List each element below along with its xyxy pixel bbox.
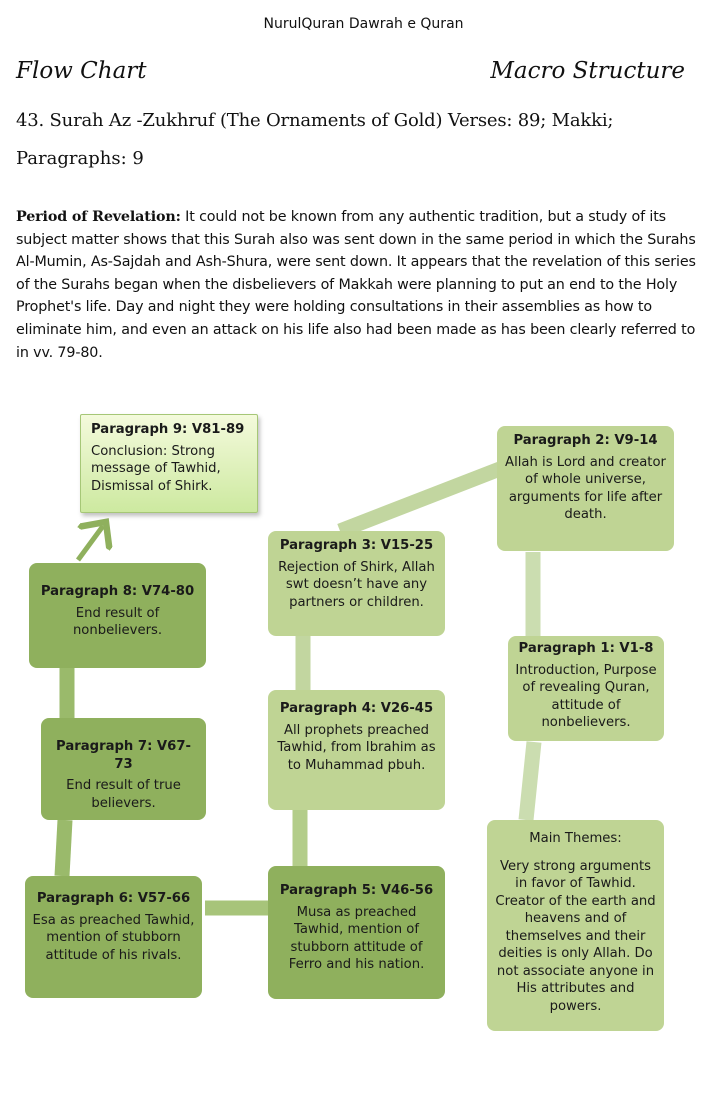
- paragraph-3-text: Rejection of Shirk, Allah swt doesn’t have any partners or children.: [278, 559, 435, 610]
- paragraph-1-text: Introduction, Purpose of revealing Quran, attitude of nonbelievers.: [515, 662, 657, 730]
- connector-p6-p7: [62, 820, 65, 876]
- paragraph-8-box: [29, 563, 206, 668]
- main-themes-text: Very strong arguments in favor of Tawhid. Creator of the earth and heavens and of themselves and their deities is only Allah. Do not associate anyone in His attributes and powers.: [495, 858, 656, 1014]
- paragraph-5-text: Musa as preached Tawhid, mention of stubborn attitude of Ferro and his nation.: [288, 904, 425, 972]
- surah-title: 43. Surah Az -Zukhruf (The Ornaments of Gold) Verses: 89; Makki;: [16, 110, 614, 131]
- flow-chart-heading: Flow Chart: [16, 58, 147, 84]
- paragraph-1-box: [508, 636, 664, 741]
- main-themes-box: [487, 820, 664, 1031]
- paragraph-3-box: [268, 531, 445, 636]
- paragraph-5-box: [268, 866, 445, 999]
- page-header: NurulQuran Dawrah e Quran: [263, 16, 464, 32]
- paragraph-2-box: [497, 426, 674, 551]
- macro-structure-heading: Macro Structure: [490, 58, 685, 84]
- paragraph-8-text: End result of nonbelievers.: [72, 605, 163, 638]
- paragraph-9-title: Paragraph 9: V81-89: [91, 422, 245, 437]
- paragraph-4-title: Paragraph 4: V26-45: [279, 701, 434, 716]
- paragraph-6-text: Esa as preached Tawhid, mention of stubborn attitude of his rivals.: [32, 912, 195, 963]
- paragraph-7-text: End result of true believers.: [66, 778, 181, 811]
- paragraph-9-text: Conclusion: Strong message of Tawhid, Dismissal of Shirk.: [91, 443, 221, 494]
- paragraph-7-title: Paragraph 7: V67-73: [56, 739, 191, 772]
- paragraph-4-text: All prophets preached Tawhid, from Ibrahim as to Muhammad pbuh.: [277, 722, 436, 773]
- paragraph-2-text: Allah is Lord and creator of whole universe, arguments for life after death.: [505, 454, 666, 522]
- paragraph-1-title: Paragraph 1: V1-8: [518, 641, 654, 656]
- paragraph-3-title: Paragraph 3: V15-25: [279, 538, 434, 553]
- paragraph-5-title: Paragraph 5: V46-56: [279, 883, 434, 898]
- arrow-p8-p9: [78, 526, 103, 560]
- revelation-label: Period of Revelation:: [16, 209, 181, 225]
- main-themes-title: Main Themes:: [529, 831, 622, 846]
- revelation-body: It could not be known from any authentic tradition, but a study of its subject matter shows that this Surah also was sent down in the same period in which the Surahs Al-Mumin, As-Sajdah and Ash-Shura, were sent down. It appears that the revelation of this series of the Surahs began when the disbelievers of Makkah were planning to put an end to the Holy Prophet's life. Day and night they were holding consultations in their assemblies as how to eliminate him, and even an attack on his life also had been made as has been clearly referred to in vv. 79-80.: [16, 209, 696, 361]
- paragraphs-count: Paragraphs: 9: [16, 148, 144, 169]
- paragraph-2-title: Paragraph 2: V9-14: [513, 433, 658, 448]
- connector-themes-p1: [526, 742, 534, 820]
- paragraph-6-title: Paragraph 6: V57-66: [36, 891, 191, 906]
- paragraph-6-box: [25, 876, 202, 998]
- paragraph-7-box: [41, 718, 206, 820]
- paragraph-8-title: Paragraph 8: V74-80: [40, 584, 195, 599]
- paragraph-4-box: [268, 690, 445, 810]
- paragraph-9-box: [80, 414, 258, 513]
